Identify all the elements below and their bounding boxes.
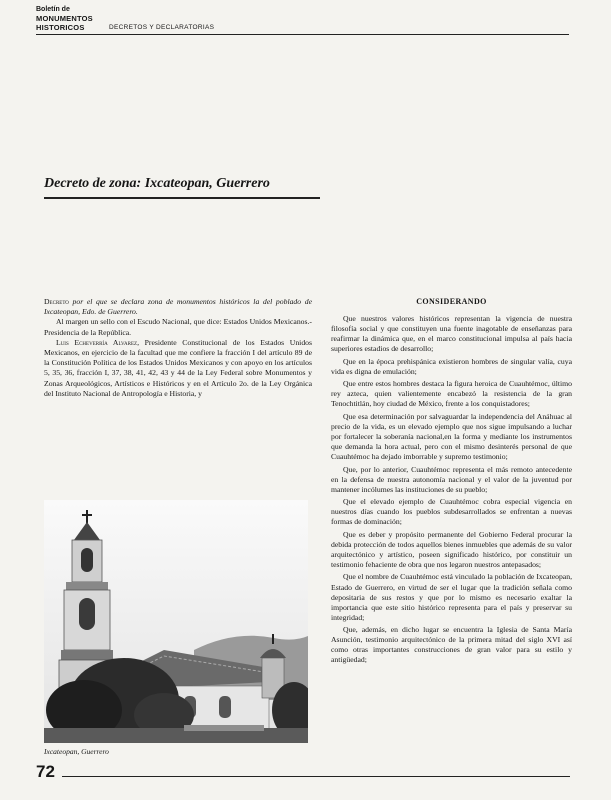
church-photo bbox=[44, 500, 308, 743]
right-column bbox=[331, 297, 572, 668]
considerando-paragraph: Que entre estos hombres destaca la figura heroica de Cuauhtémoc, último rey azteca, quien valientemente encabezó la resistencia de la gran Tenochtitlán, hoy ciudad de México, frente a los conquistadores; bbox=[331, 379, 572, 409]
considerando-paragraph: Que nuestros valores históricos representan la vigencia de nuestra filosofía social y que constituyen una fuente inagotable de enseñanzas para reafirmar la dinámica que, en el marco constitucional impulsa al país hacia superiores estadios de desarrollo; bbox=[331, 314, 572, 354]
decree-intro bbox=[44, 297, 312, 317]
decree-subject: por el que se declara zona de monumentos históricos la del poblado de Ixcateopan, Edo. de Guerrero. bbox=[44, 297, 312, 317]
decree-lead: Decreto bbox=[44, 297, 69, 306]
president-paragraph bbox=[44, 338, 312, 399]
journal-title-line2: HISTORICOS bbox=[36, 23, 85, 32]
seal-paragraph: Al margen un sello con el Escudo Nacional, que dice: Estados Unidos Mexicanos.- Presidencia de la República. bbox=[44, 317, 312, 337]
considerando-paragraph: Que en la época prehispánica existieron hombres de singular valía, cuya vida es digna de emulación; bbox=[331, 356, 572, 376]
considerando-paragraph: Que esa determinación por salvaguardar la independencia del Anáhuac al precio de la vida, es un elevado ejemplo que nos sigue impulsando a luchar por fortalecer la soberanía nacional,en la forma y mediante los instrumentos que demanda la hora actual, pero con el mismo desinterés personal de que Cuauhtémoc ha dejado imborrable y supremo testimonio; bbox=[331, 411, 572, 462]
photo-caption: Ixcateopan, Guerrero bbox=[44, 747, 109, 756]
article-title: Decreto de zona: Ixcateopan, Guerrero bbox=[44, 176, 270, 191]
president-name: Luis Echeverría Alvarez bbox=[56, 337, 138, 347]
president-text: , Presidente Constitucional de los Estados Unidos Mexicanos, en ejercicio de la facultad que me confiere la fracción I del artículo 89 de la Constitución Política de los Estados Unidos Mexicanos y con apoyo en los artículos 5, 35, 36, fracción I, 37, 38, 41, 42, 43 y 44 de la Ley Federal sobre Monumentos y Zonas Arqueológicos, Artísticos e Históricos y en el Artículo 2o. de la Ley Orgánica del Instituto Nacional de Antropología e Historia, y bbox=[44, 337, 313, 398]
considerando-paragraph: Que el elevado ejemplo de Cuauhtémoc cobra especial vigencia en nuestros días cuando los pueblos subdesarrollados se enfrentan a nuevas formas de dominación; bbox=[331, 497, 572, 527]
considerando-paragraph: Que, además, en dicho lugar se encuentra la Iglesia de Santa María Asunción, testimonio arquitectónico de la primera mitad del siglo XVI así como otras importantes construcciones de gran valor para su estilo y antigüedad; bbox=[331, 625, 572, 665]
considerando-paragraph: Que es deber y propósito permanente del Gobierno Federal procurar la debida protección de todos aquellos bienes inmuebles que además de su valor arquitectónico y artístico, poseen significado histórico, por constituir un testimonio fehaciente de obra que nos legaron nuestros antepasados; bbox=[331, 529, 572, 570]
left-column bbox=[44, 297, 312, 399]
title-underline bbox=[44, 197, 320, 199]
page-number: 72 bbox=[36, 762, 55, 781]
section-label: DECRETOS Y DECLARATORIAS bbox=[109, 24, 215, 31]
header-rule bbox=[36, 34, 569, 35]
footer-rule bbox=[62, 776, 570, 777]
considerando-heading: CONSIDERANDO bbox=[416, 297, 487, 306]
journal-title-line1: MONUMENTOS bbox=[36, 14, 93, 23]
considerando-paragraph: Que, por lo anterior, Cuauhtémoc representa el más remoto antecedente en la defensa de nuestra autonomía nacional y el valor de la juventud por mantener incólumes las instituciones de su pueblo; bbox=[331, 464, 572, 494]
journal-label: Boletín de bbox=[36, 6, 70, 13]
considerando-paragraph: Que el nombre de Cuauhtémoc está vinculado la población de Ixcateopan, Estado de Guerrero, en virtud de ser el lugar que la tradición señala como depositaria de sus restos y que por lo mismo es necesario exaltar la importancia que este sitio histórico representa para el país y preservar su integridad; bbox=[331, 572, 572, 622]
